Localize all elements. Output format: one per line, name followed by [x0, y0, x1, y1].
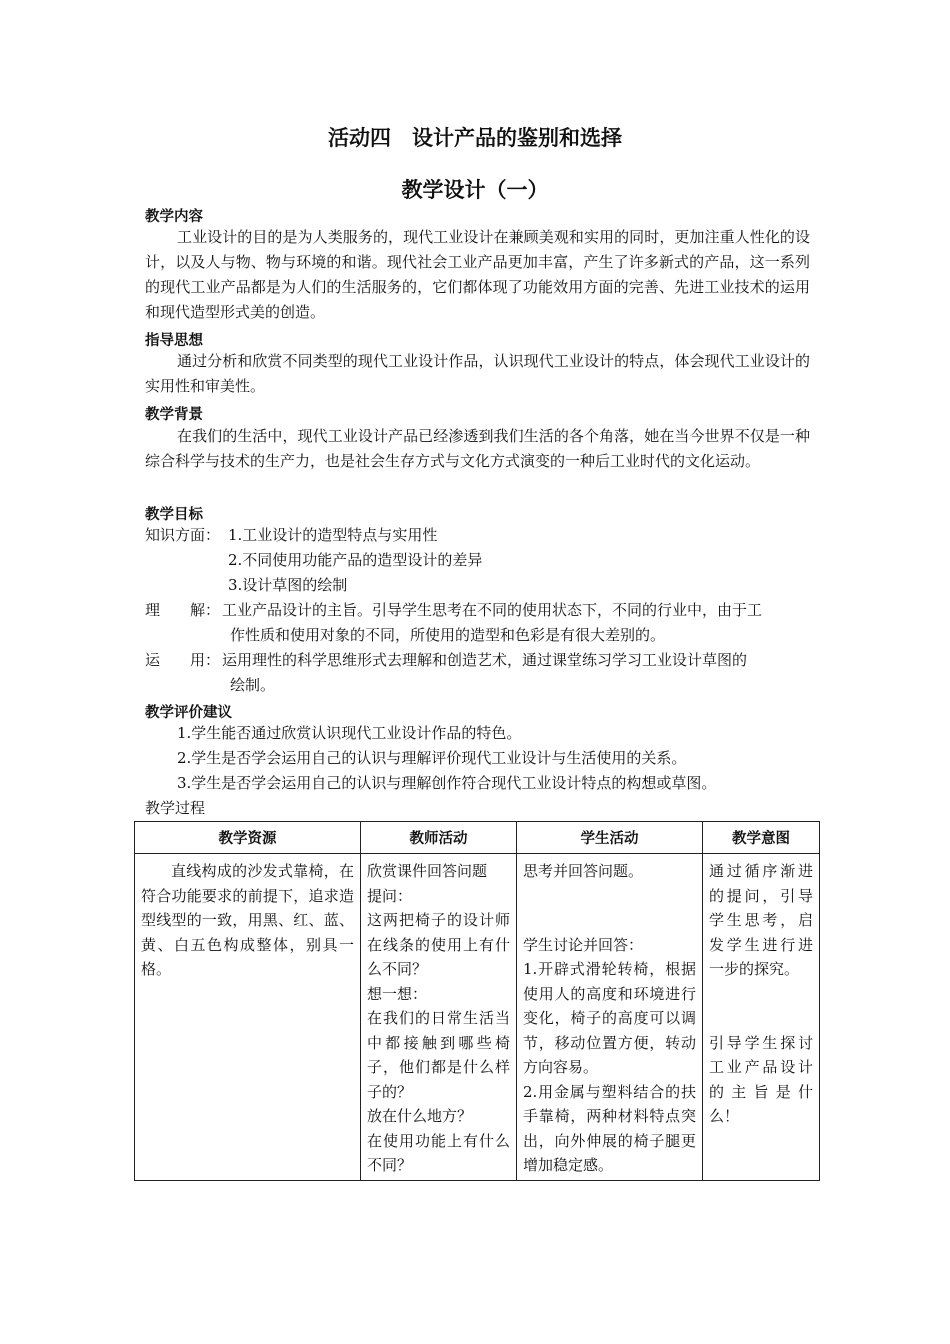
teacher-cell: [361, 854, 517, 1181]
table-row: [135, 854, 820, 1181]
teacher-line: 这两把椅子的设计师在线条的使用上有什么不同？: [367, 911, 510, 978]
section-heading-guide: 指导思想: [145, 333, 203, 349]
student-line: 思考并回答问题。: [523, 862, 644, 880]
student-line: 1.开辟式滑轮转椅，根据使用人的高度和环境进行变化，椅子的高度可以调节，移动位置方便，转动方向容易。: [523, 960, 696, 1076]
knowledge-label: 知识方面：: [145, 526, 221, 544]
understand-label: 理: [145, 601, 161, 619]
teacher-line: 在我们的日常生活当中都接触到哪些椅子，他们都是什么样子的？: [367, 1009, 510, 1101]
process-label: 教学过程: [145, 799, 206, 817]
section-heading-content: 教学内容: [145, 209, 203, 225]
table-header-row: [135, 822, 820, 854]
student-line: 2.用金属与塑料结合的扶手靠椅，两种材料特点突出，向外伸展的椅子腿更增加稳定感。: [523, 1082, 696, 1174]
section-text-content: 工业设计的目的是为人类服务的，现代工业设计在兼顾美观和实用的同时，更加注重人性化的设计，以及人与物、物与环境的和谐。现代社会工业产品更加丰富，产生了许多新式的产品，这一系列的现代工业产品都是为人们的生活服务的，它们都体现了功能效用方面的完善、先进工业技术的运用和现代造型形式美的创造。: [145, 228, 810, 321]
page-title: 活动四 设计产品的鉴别和选择: [328, 126, 622, 150]
teacher-line: 欣赏课件回答问题: [367, 862, 488, 880]
apply-label: 运: [145, 651, 161, 669]
apply-label: 用：: [190, 651, 221, 669]
resource-text: 直线构成的沙发式靠椅，在符合功能要求的前提下，追求造型线型的一致，用黑、红、蓝、黄、白五色构成整体，别具一格。: [141, 862, 354, 978]
teacher-line: 在使用功能上有什么不同？: [367, 1131, 510, 1174]
apply-text: 运用理性的科学思维形式去理解和创造艺术，通过课堂练习学习工业设计草图的: [222, 651, 748, 669]
intent-cell: [703, 854, 820, 1181]
knowledge-item: 2.不同使用功能产品的造型设计的差异: [228, 551, 483, 569]
intent-line: 通过循序渐进的提问，引导学生思考，启发学生进行进一步的探究。: [709, 862, 813, 978]
page-subtitle: 教学设计（一）: [401, 178, 549, 202]
section-heading-goals: 教学目标: [145, 507, 203, 523]
knowledge-item: 1.工业设计的造型特点与实用性: [228, 526, 438, 544]
evaluation-item: 2.学生是否学会运用自己的认识与理解评价现代工业设计与生活使用的关系。: [177, 749, 687, 767]
resource-cell: [135, 854, 361, 1181]
evaluation-item: 1.学生能否通过欣赏认识现代工业设计作品的特色。: [177, 724, 522, 742]
student-cell: [517, 854, 703, 1181]
understand-text: 作性质和使用对象的不同，所使用的造型和色彩是有很大差别的。: [230, 626, 666, 644]
section-heading-evaluation: 教学评价建议: [145, 705, 232, 721]
teacher-line: 提问：: [367, 886, 413, 905]
apply-text: 绘制。: [230, 676, 276, 694]
teacher-line: 想一想：: [367, 984, 428, 1003]
section-heading-background: 教学背景: [145, 407, 203, 423]
intent-line: 引导学生探讨工业产品设计的主旨是什么！: [709, 1033, 813, 1125]
understand-text: 工业产品设计的主旨。引导学生思考在不同的使用状态下，不同的行业中，由于工: [222, 601, 763, 619]
column-header-teacher: 教师活动: [361, 822, 517, 854]
teacher-line: 放在什么地方？: [367, 1107, 473, 1125]
section-text-guide: 通过分析和欣赏不同类型的现代工业设计作品，认识现代工业设计的特点，体会现代工业设计的实用性和审美性。: [145, 352, 810, 395]
process-table: [134, 821, 820, 1181]
column-header-student: 学生活动: [517, 822, 703, 854]
knowledge-item: 3.设计草图的绘制: [228, 576, 348, 594]
evaluation-item: 3.学生是否学会运用自己的认识与理解创作符合现代工业设计特点的构想或草图。: [177, 774, 717, 792]
column-header-resource: 教学资源: [135, 822, 361, 854]
student-line: 学生讨论并回答：: [523, 935, 644, 954]
column-header-intent: 教学意图: [703, 822, 820, 854]
section-text-background: 在我们的生活中，现代工业设计产品已经渗透到我们生活的各个角落，她在当今世界不仅是一种综合科学与技术的生产力，也是社会生存方式与文化方式演变的一种后工业时代的文化运动。: [145, 427, 810, 470]
understand-label: 解：: [190, 601, 221, 619]
